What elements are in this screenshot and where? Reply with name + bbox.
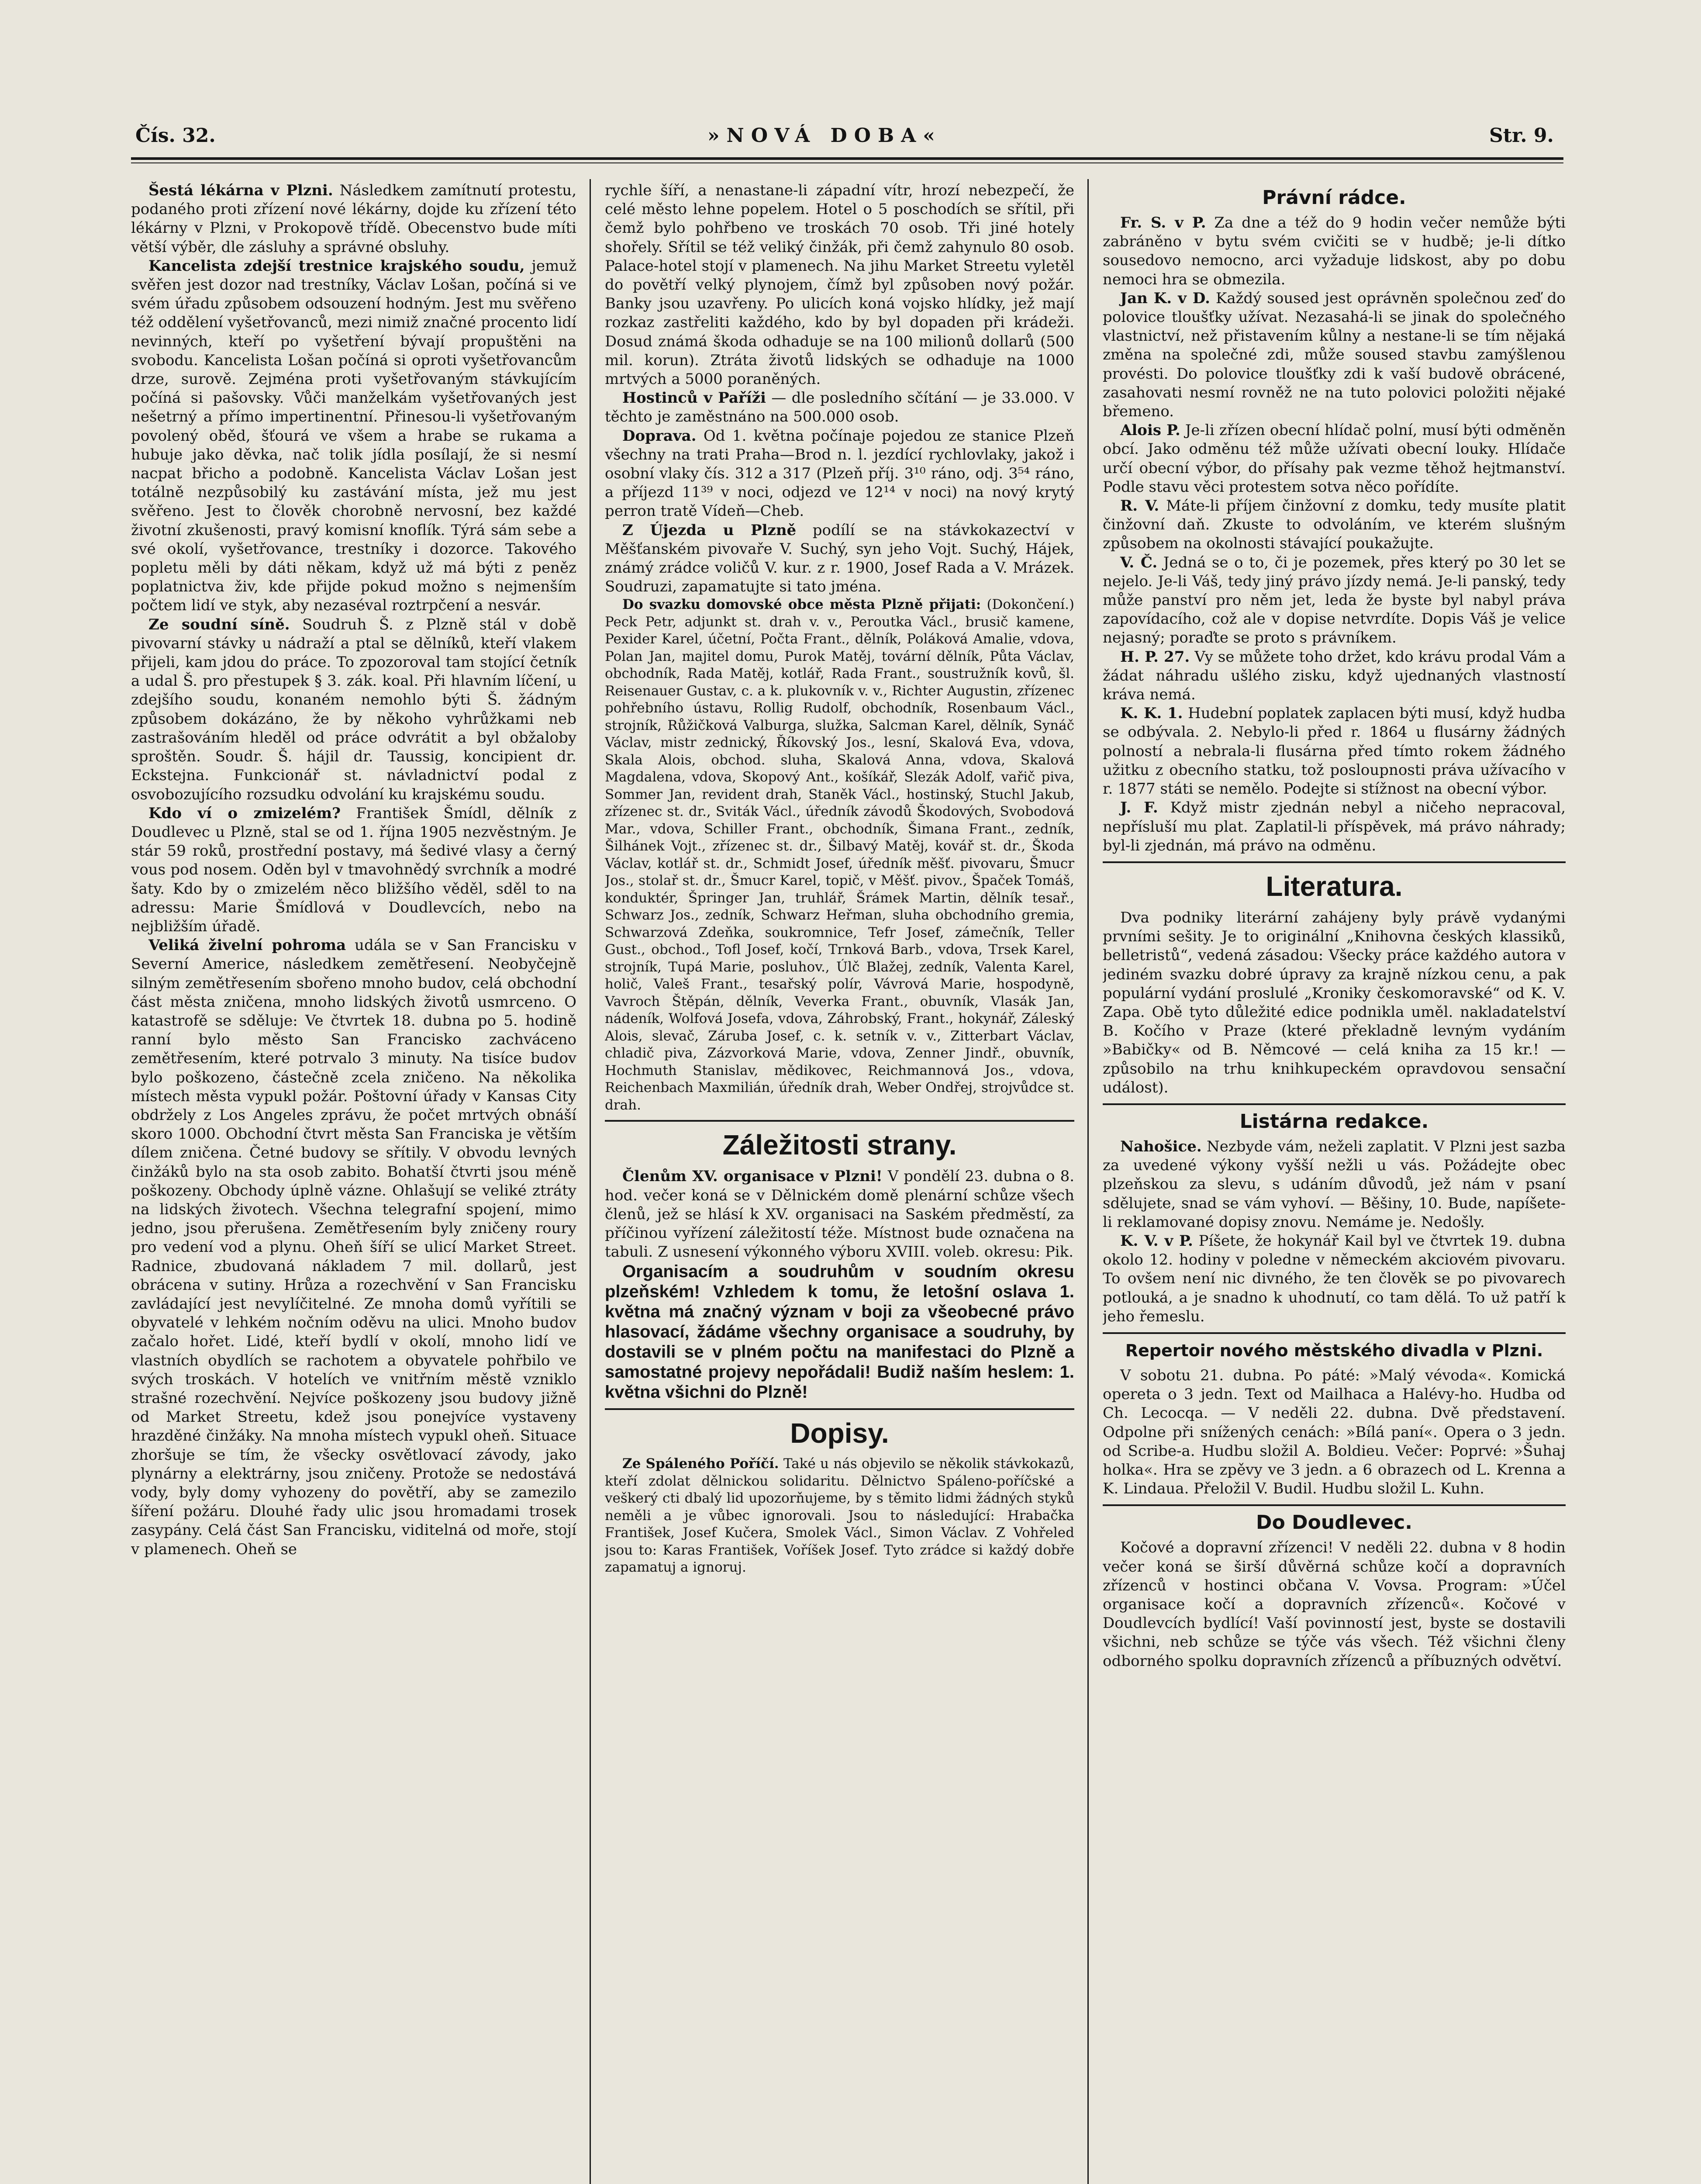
article-transport [605,427,1074,521]
article-text: Od 1. května počínaje pojedou ze stanice Plzeň všechny na trati Praha—Brod n. l. jezdící rychlovlaky, jakož i osobní vlaky čís. 312 a 317 (Plzeň příj. 3¹⁰ ráno, odj. 3⁵⁴ ráno, a příjezd 11³⁹ v noci, odjezd ve 12¹⁴ v noci) na nový krytý perron tratě Vídeň—Cheb. [605,427,1074,520]
article-text: podílí se na stávkokazectví v Měšťanském pivovaře V. Suchý, syn jeho Vojt. Suchý, Hájek, známý zrádce voličů V. kur. z r. 1900, Josef Rada a V. Mrázek. Soudruzi, zapamatujte si tato jména. [605,521,1074,596]
article-clerk [131,257,576,615]
theatre-program: V sobotu 21. dubna. Po páté: »Malý vévoda«. Komická opereta o 3 jedn. Text od Mailhaca a Halévy-ho. Hudba od Ch. Lecocqa. — V neděli 22. dubna. Dvě představení. Odpolne při snížených cenách: »Bílá paní«. Opera o 3 jedn. od Scribe-a. Hudbu složil A. Boldieu. Večer: Poprvé: »Šuhaj holka«. Hra se zpěvy ve 3 jedn. a 6 obrazech od L. Krenna a K. Lindaua. Přeložil V. Budil. Hudbu složil L. Kuhn. [1103,1366,1566,1498]
section-rule [1103,1332,1566,1334]
masthead-title: »NOVÁ DOBA« [707,124,942,147]
article-earthquake-cont: rychle šíří, a nenastane-li západní vítr, hrozí nebezpečí, že celé město lehne popelem. Hotel o 5 poschodích se sřítil, při čemž bylo pohřbeno ve troskách 70 osob. Tři jiné hotely shořely. Sřítil se též veliký činžák, při čemž zahynulo 80 osob. Palace-hotel stojí v plamenech. Na jihu Market Streetu vyletěl do povětří velký plynojem, čímž byl způsoben nový požár. Banky jsou uzavřeny. Po ulicích koná vojsko hlídky, jež mají rozkaz zastřeliti každého, kdo by byl dopaden při krádeži. Dosud známá škoda odhaduje se na 100 milionů dollarů (500 mil. korun). Ztráta životů lidských se odhaduje na 1000 mrtvých a 5000 poraněných. [605,182,1074,388]
article-text: Také u nás objevilo se několik stávkokazů, kteří zdolat dělnickou solidaritu. Dělnictvo Spáleno-poříčské a veškerý cti dbalý lid upozorňujeme, by s těmito lidmi žádných styků neměli a je vůbec ignorovali. Jsou to následující: Hrabačka František, Josef Kučera, Smolek Václ., Simon Václav. Z Vohřeled jsou to: Karas František, Voříšek Josef. Tyto zrádce si každý dobře zapamatuj a ignoruj. [605,1456,1074,1576]
column-divider-1 [590,179,591,2184]
headline: Kancelista zdejší trestnice krajského soudu, [148,257,525,275]
article-organisation [605,1167,1074,1261]
header-rule-thin [131,162,1563,163]
article-earthquake [131,936,576,1559]
headline: K. K. 1. [1120,705,1183,722]
headline: Ze soudní síně. [148,615,290,633]
article-text: Je-li zřízen obecní hlídač polní, musí býti odměněn obcí. Jako odměnu též může užívati obecní louky. Hlídače určí obecní výbor, do přísahy pak vezme těhož hejtmanství. Podle stavu věci protestem sotva něco pořídíte. [1103,422,1566,496]
editorial-answer [1103,1137,1566,1232]
article-text: Píšete, že hokynář Kail byl ve čtvrtek 19. dubna okolo 12. hodiny v poledne v německém akciovém pivovaru. To ovšem není nic divného, že ten člověk se po pivovarech potlouká, a je snadno k uhodnutí, co tam dělá. To už patří k jeho řemeslu. [1103,1232,1566,1325]
headline: R. V. [1120,497,1159,515]
headline: Členům XV. organisace v Plzni! [622,1168,883,1185]
editorial-answer [1103,1232,1566,1326]
article-may-day: Organisacím a soudruhům v soudním okresu plzeňském! Vzhledem k tomu, že letošní oslava 1. května má značný význam v boji za všeobecné právo hlasovací, žádáme všechny organisace a soudruhy, by dostavili se v plném počtu na manifestaci do Plzně a samostatné projevy nepořádali! Budiž naším heslem: 1. května všichni do Plzně! [605,1262,1074,1402]
headline: K. V. v P. [1120,1232,1193,1250]
article-citizens [605,596,1074,1114]
section-rule [605,1408,1074,1410]
headline: Šestá lékárna v Plzni. [148,182,333,199]
article-text: Soudruh Š. z Plzně stál v době pivovarní stávky u nádraží a ptal se dělníků, kteří vlakem přijeli, kam jdou do práce. To zpozoroval tam stojící četník a udal Š. pro přestupek § 3. zák. koal. Při hlavním líčení, u zdejšího soudu, konaném nemohlo býti Š. žádným způsobem dokázáno, že by někoho vyhrůžkami neb zastrašováním hleděl od práce odvrátit a byl obžaloby sproštěn. Soudr. Š. hájil dr. Taussig, koncipient dr. Eckstejna. Funkcionář st. návladnictví podal z osvobozujícího rozsudku odvolání ku krajskému soudu. [131,615,576,803]
section-title-editorial: Listárna redakce. [1239,1110,1429,1133]
article-letter-poric [605,1455,1074,1576]
headline: Z Újezda u Plzně [622,521,797,539]
headline: Hostinců v Paříži [622,389,766,407]
legal-answer [1103,648,1566,705]
headline: Ze Spáleného Poříčí. [622,1456,779,1472]
legal-answer [1103,497,1566,553]
article-text: Následkem zamítnutí protestu, podaného proti zřízení nové lékárny, dojde ku zřízení této lékárny v Plzni, v Prokopově třídě. Obecenstvo bude míti větší výběr, dle zásluhy a správné obsluhy. [131,182,576,256]
headline: V. Č. [1120,553,1158,571]
article-text: Vy se můžete toho držet, kdo krávu prodal Vám a žádat náhradu ušlého zisku, když ujednaných vlastností kráva nemá. [1103,648,1566,704]
headline: Nahošice. [1120,1137,1202,1155]
headline: H. P. 27. [1120,648,1190,666]
article-text: V pondělí 23. dubna o 8. hod. večer koná se v Dělnickém domě plenární schůze všech členů, jež se hlásí k XV. organisaci na Saském předměstí, za příčinou vyřízení záležitostí téže. Místnost bude označena na tabuli. Z usnesení výkonného výboru XVIII. voleb. okresu: Pik. [605,1168,1074,1261]
headline: Jan K. v D. [1120,289,1211,307]
article-text: — dle posledního sčítání — je 33.000. V těchto je zaměstnáno na 500.000 osob. [605,389,1074,426]
column-1 [131,181,576,2184]
section-title-party: Záležitosti strany. [722,1129,957,1161]
header-rule [131,157,1563,160]
article-text: (Dokončení.) Peck Petr, adjunkt st. drah v. v., Peroutka Václ., brusič kamene, Pexider Karel, účetní, Počta Frant., dělník, Poláková Amalie, vdova, Polan Jan, majitel domu, Purok Matěj, tovární dělník, Půta Václav, obchodník, Rada Matěj, kotlář, Rada Frant., soustružník kovů, šl. Reisenauer Gustav, c. a k. plukovník v. v., Richter Augustin, zřízenec pohřebního ústavu, Rollig Rudolf, obchodník, Rosenbaum Václ., strojník, Růžičková Valburga, služka, Salcman Karel, dělník, Synáč Václav, mistr zednický, Říkovský Jos., lesní, Skalová Eva, vdova, Skala Alois, obchod. sluha, Skalová Anna, vdova, Skalová Magdalena, vdova, Skopový Ant., košíkář, Slezák Adolf, vařič piva, Sommer Jan, revident drah, Staněk Václ., hostinský, Stuchl Jakub, zřízenec st. dr., Sviták Václ., úředník závodů Škodových, Svobodová Mar., vdova, Schiller Frant., obchodník, Šimana Frant., zedník, Šilhánek Vojt., zřízenec st. dr., Šilbavý Matěj, kovář st. dr., Škoda Václav, kotlář st. dr., Schmidt Josef, úředník měšť. pivovaru, Šmucr Jos., stolař st. dr., Šmucr Karel, topič, v Měšť. pivov., Špaček Tomáš, konduktér, Špringer Jan, truhlář, Šrámek Martin, dělník tesař., Schwarz Jos., zedník, Schwarz Heřman, sluha obchodního gremia, Schwarzová Zdeňka, soukromnice, Tefr Josef, zámečník, Teller Gust., obchod., Tofl Josef, kočí, Trnková Barb., vdova, Trsek Karel, strojník, Tupá Marie, posluhov., Úlč Blažej, zedník, Valenta Karel, holič, Valeš Frant., tesařský polír, Vávrová Marie, hospodyně, Vavroch Štěpán, dělník, Veverka Frant., obuvník, Vlasák Jan, nádeník, Wolfová Josefa, vdova, Záhrobský, Frant., hokynář, Záleský Alois, slevač, Záruba Josef, c. k. setník v. v., Zitterbart Václav, chladič piva, Zázvorková Marie, vdova, Zenner Jindř., obuvník, Hochmuth Stanislav, mědikovec, Reichmannová Jos., vdova, Reichenbach Maxmilián, úředník drah, Weber Ondřej, strojvůdce st. drah. [605,597,1074,1113]
article-pharmacy [131,181,576,257]
headline: Alois P. [1120,422,1180,439]
legal-answer [1103,214,1566,289]
issue-number: Čís. 32. [135,124,216,147]
column-3 [1103,181,1566,2184]
article-paris-inns [605,389,1074,426]
legal-answer [1103,798,1566,855]
legal-answer [1103,289,1566,421]
literature-text: Dva podniky literární zahájeny byly právě vydanými prvními sešity. Je to originální „Knihovna českých klassiků, belletristů“, vedená zásadou: Všecky práce každého autora v jediném svazku dobré úpravy za krajně nízkou cenu, a pak populární vydání proslulé „Kroniky českomoravské“ od K. V. Zapa. Obě tyto důležité edice podnikla uměl. nakladatelství B. Kočího v Praze (které překladně levným vydáním »Babičky« od B. Němcové — celá kniha za 15 kr.! — způsobilo na trhu knihkupeckém opravdovou sensační událost). [1103,909,1566,1096]
section-title-letters: Dopisy. [790,1417,889,1449]
article-text: Jedná se o to, či je pozemek, přes který po 30 let se nejelo. Je-li Váš, tedy jiný právo jízdy nemá. Je-li panský, tedy může panství pro něm jet, leda že byste byl nabyl práva zapovídacího, což ale v dopise netvrdíte. Dopis Váš je velice nejasný; poraďte se proto s právníkem. [1103,553,1566,647]
article-court [131,615,576,804]
column-divider-2 [1087,179,1089,2184]
headline: Do svazku domovské obce města Plzně přijati: [622,597,981,613]
section-title-literature: Literatura. [1266,870,1403,902]
headline: Fr. S. v P. [1120,214,1206,232]
section-title-doudlevce: Do Doudlevec. [1256,1511,1412,1534]
doudlevce-notice: Kočové a dopravní zřízenci! V neděli 22. dubna v 8 hodin večer koná se širší důvěrná schůze kočí a dopravních zřízenců v hostinci občana V. Vovsa. Program: »Účel organisace kočí a dopravních zřízenců«. Kočové v Doudlevcích bydlící! Vaší povinností jest, byste se dostavili všichni, neb schůze se týče vás všech. Též všichni členy odborného spolku dopravních zřízenců a příbuzných odvětví. [1103,1539,1566,1670]
article-missing [131,804,576,936]
page-number: Str. 9. [1489,124,1554,147]
section-title-legal: Právní rádce. [1262,187,1406,209]
article-text: Nezbyde vám, neželi zaplatit. V Plzni jest sazba za uvedené výkony vyšší nežli u vás. Požádejte obec plzeňskou za slevu, s udáním důvodů, jež nám v psaní sdělujete, snad se vám vyhoví. — Běšiny, 10. Bude, napíšete-li reklamované dopisy znovu. Nemáme je. Nedošly. [1103,1137,1566,1231]
legal-answer [1103,421,1566,497]
article-ujezd [605,521,1074,597]
article-text: jemuž svěřen jest dozor nad trestníky, Václav Lošan, počíná si ve svém úřadu způsobem odsouzení hodným. Jest mu svěřeno též oddělení vyšetřovanců, mezi nimiž značné procento lidí nevinných, kteří po vyšetření bývají propuštěni na svobodu. Kancelista Lošan počíná si oproti vyšetřovancům drze, surově. Zejména proti vyšetřovaným stávkujícím počíná si pašovsky. Vůči manželkám vyšetřovaných jest nešetrný a přímo impertinentní. Přinesou-li vyšetřovaným povolený oběd, šťourá ve všem a hrabe se rukama a hubuje jako děvka, nač tolik jídla posílají, že si nesmí nacpat břicho a podobně. Kancelista Václav Lošan jest totálně nezpůsobilý ku zastávání místa, jež mu jest svěřeno. Jest to člověk chorobně nervosní, bez každé životní zkušenosti, pravý komisní knoflík. Týrá sám sebe a své okolí, vyšetřovance, trestníky i dozorce. Takového popletu měli by dáti někam, když už má býti z peněz poplatnictva živ, kde přijde pokud možno s nejmenším počtem lidí ve styk, aby nezaséval roztrpčení a nesvár. [131,257,576,615]
article-text: Máte-li příjem činžovní z domku, tedy musíte platit činžovní daň. Zkuste to odvoláním, ve kterém slušným způsobem na okolnosti stávající poukažujte. [1103,497,1566,553]
section-rule [1103,1504,1566,1506]
article-text: Když mistr zjednán nebyl a ničeho nepracoval, nepřísluší mu plat. Zaplatil-li příspěvek, má právo náhrady; byl-li zjednán, má právo na odměnu. [1103,799,1566,854]
article-text: Za dne a též do 9 hodin večer nemůže býti zabráněno v bytu svém cvičiti se v hudbě; je-li dítko sousedovo nemocno, arci vyžaduje lidskost, aby po dobu nemoci hra se obmezila. [1103,214,1566,288]
column-2 [605,181,1074,2184]
section-rule [1103,1103,1566,1105]
section-rule [1103,861,1566,863]
article-text: Hudební poplatek zaplacen býti musí, když hudba se odbývala. 2. Nebylo-li před r. 1864 u flusárny žádných polností a nebrala-li flusárna před tímto rokem žádného užitku z obecního statku, tož posloupnosti práva užívacího v r. 1877 státi se nemělo. Podejte si stížnost na obecní výbor. [1103,705,1566,798]
article-text: udála se v San Francisku v Severní Americe, následkem zemětřesení. Neobyčejně silným zemětřesením sbořeno mnoho budov, celá obchodní část města zničena, mnoho lidských životů usmrceno. O katastrofě se sděluje: Ve čtvrtek 18. dubna po 5. hodině ranní bylo město San Francisko zachváceno zemětřesením, které potrvalo 3 minuty. Na tisíce budov bylo poškozeno, částečně zcela zničeno. Na několika místech města vypukl požár. Poštovní úřady v Kansas City obdržely z Los Angeles zprávu, že počet mrtvých obnáší skoro 1000. Obchodní čtvrt města San Franciska je větším dílem zničena. Četné budovy se sřítily. V obvodu levných činžáků bylo na sta osob zabito. Bohatší čtvrti jsou méně poškozeny. Obchody úplně vázne. Ohlašují se veliké ztráty na lidských životech. Všechna telegrafní spojení, mimo jedno, jsou přerušena. Zemětřesením byly zničeny roury pro vedení vod a plynu. Oheň šíří se ulicí Market Street. Radnice, zbudovaná nákladem 7 mil. dollarů, jest obrácena v sutiny. Hrůza a rozechvění v San Francisku zavládající jest nevylíčitelné. Ze mnoha domů vyřítili se obyvatelé v lehkém nočním oděvu na ulici. Mnoho budov začalo hořet. Lidé, kteří bydlí v okolí, mnoho lidí ve vlastních obydlích se rachotem a obyvatele pohřbilo ve svých troskách. V hotelích ve vnitřním městě vzniklo strašné rozechvění. Nejvíce poškozeny jsou budovy jižně od Market Streetu, kdež jsou ponejvíce vystaveny hrazděné činžáky. Na mnoha místech vypukl oheň. Situace zhoršuje se tím, že všecky osvětlovací závody, jako plynárny a elektrárny, jsou zničeny. Protože se nedostává vody, byly domy vyhozeny do povětří, aby se zamezilo šíření požáru. Dlouhé řady ulic jsou hromadami trosek zasypány. Celá část San Francisku, viditelná od moře, stojí v plamenech. Oheň se [131,936,576,1558]
article-text: František Šmídl, dělník z Doudlevec u Plzně, stal se od 1. října 1905 nezvěstným. Je stár 59 roků, prostřední postavy, má šedivé vlasy a černý vous pod nosem. Oděn byl v tmavohnědý svrchník a modré šaty. Kdo by o zmizelém něco bližšího věděl, sděl to na adressu: Marie Šmídlová v Doudlevcích, nebo na nejbližším úřadě. [131,804,576,935]
section-rule [605,1120,1074,1122]
headline: Veliká živelní pohroma [148,936,346,954]
legal-answer [1103,553,1566,648]
headline: J. F. [1120,799,1158,817]
section-title-theatre: Repertoir nového městského divadla v Plzni. [1125,1341,1543,1360]
headline: Kdo ví o zmizelém? [148,804,341,822]
article-text: Každý soused jest oprávněn společnou zeď do polovice tloušťky užívat. Nezasahá-li se jinak do společného vlastnictví, než přistavením kůlny a nestane-li se tím nějaká změna na společné zdi, může soused stavbu zamýšlenou provésti. Do polovice tloušťky zdi k vaší budově obrácené, zasahovati nesmí rovněž ne na tuto polovici položiti nějaké břemeno. [1103,289,1566,421]
headline: Doprava. [622,427,697,445]
legal-answer [1103,704,1566,798]
